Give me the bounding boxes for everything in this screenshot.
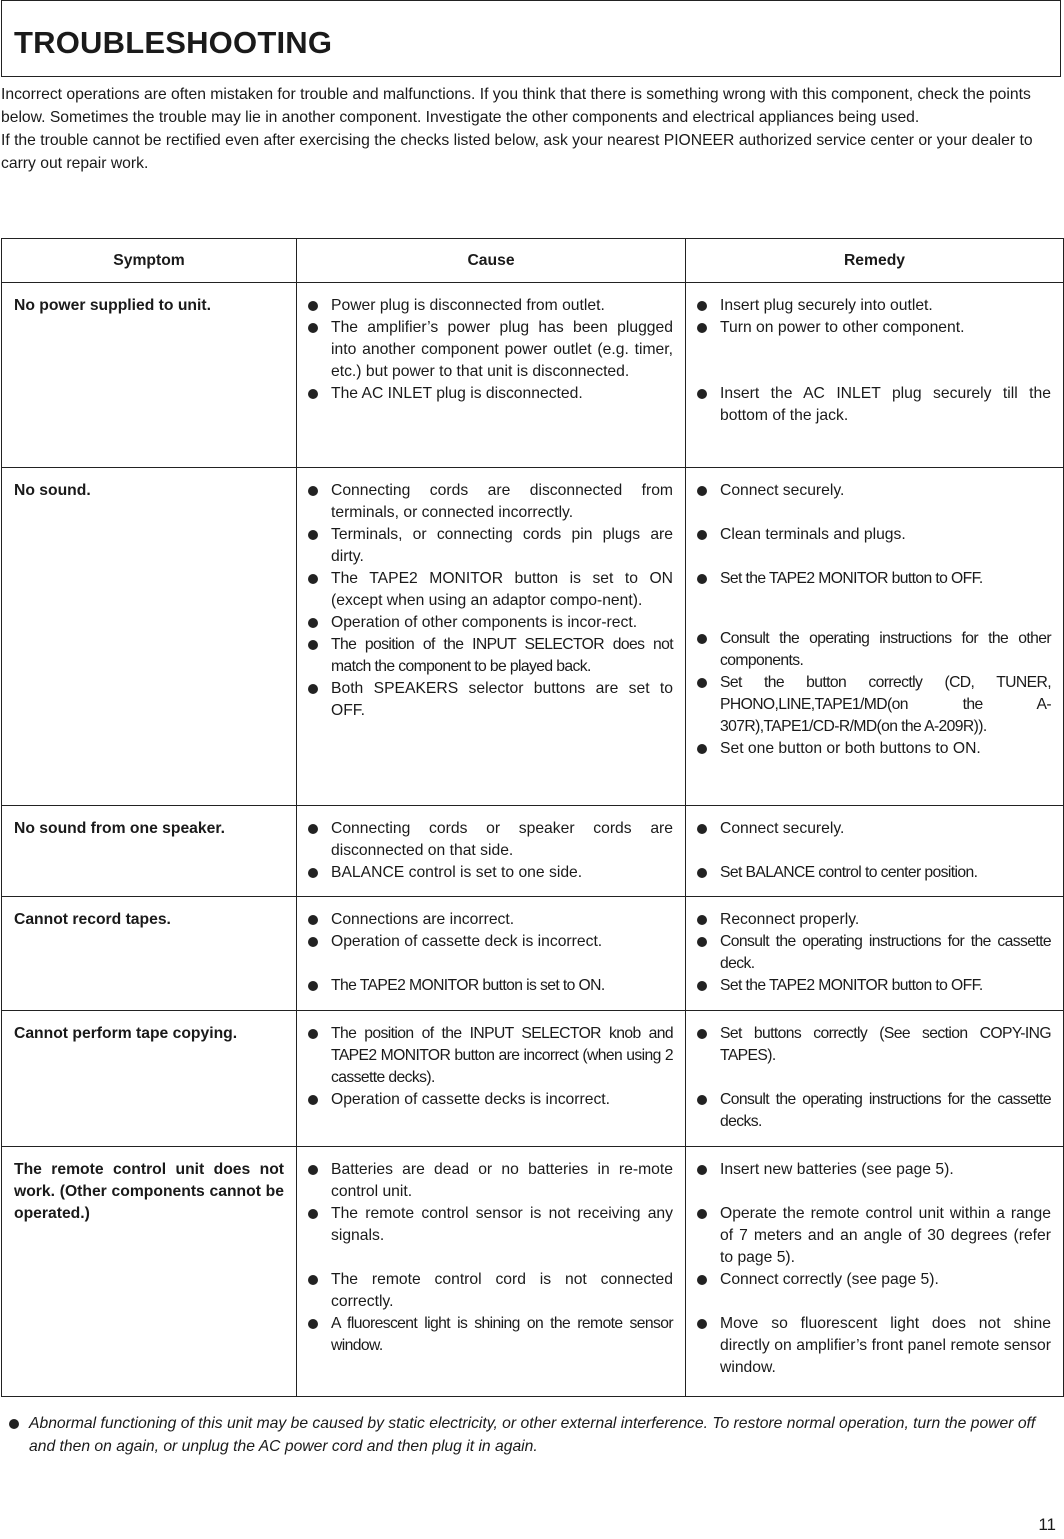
cause-cell	[297, 283, 686, 468]
cause-item: Operation of cassette deck is incorrect.	[305, 931, 673, 953]
remedy-cell	[686, 468, 1064, 806]
cause-item: Connecting cords or speaker cords are disconnected on that side.	[305, 818, 673, 862]
bullet-icon	[697, 530, 707, 540]
bullet-icon	[697, 574, 707, 584]
symptom-text: No sound.	[14, 482, 91, 499]
bullet-icon	[697, 1209, 707, 1219]
footnote	[6, 1412, 1064, 1458]
bullet-icon	[308, 1095, 318, 1105]
remedy-item: Insert plug securely into outlet.	[694, 295, 1051, 317]
bullet-icon	[697, 1275, 707, 1285]
remedy-item: Connect securely.	[694, 818, 1051, 840]
remedy-cell	[686, 283, 1064, 468]
remedy-item: Consult the operating instructions for the cassette decks.	[694, 1089, 1051, 1133]
bullet-icon	[697, 389, 707, 399]
bullet-icon	[308, 574, 318, 584]
cause-item: The TAPE2 MONITOR button is set to ON (except when using an adaptor compo-nent).	[305, 568, 673, 612]
bullet-icon	[308, 824, 318, 834]
bullet-icon	[308, 1209, 318, 1219]
remedy-item: Consult the operating instructions for the cassette deck.	[694, 931, 1051, 975]
cause-item: The remote control sensor is not receiving any signals.	[305, 1203, 673, 1247]
cause-item: Operation of cassette decks is incorrect.	[305, 1089, 673, 1111]
intro-paragraph-2: If the trouble cannot be rectified even after exercising the checks listed below, ask your nearest PIONEER authorized service center or your dealer to carry out repair work.	[1, 132, 1033, 172]
bullet-icon	[697, 1165, 707, 1175]
remedy-item: Consult the operating instructions for the other components.	[694, 628, 1051, 672]
cause-item: The AC INLET plug is disconnected.	[305, 383, 673, 405]
remedy-item: Insert new batteries (see page 5).	[694, 1159, 1051, 1181]
cause-item: A fluorescent light is shining on the remote sensor window.	[305, 1313, 673, 1357]
footnote-text: Abnormal functioning of this unit may be caused by static electricity, or other external interference. To restore normal operation, turn the power off and then on again, or unplug the AC power cord and then plug it in again.	[29, 1415, 1036, 1455]
bullet-icon	[308, 486, 318, 496]
bullet-icon	[308, 1165, 318, 1175]
bullet-icon	[308, 981, 318, 991]
cause-item: BALANCE control is set to one side.	[305, 862, 673, 884]
cause-item: Connecting cords are disconnected from terminals, or connected incorrectly.	[305, 480, 673, 524]
remedy-item: Reconnect properly.	[694, 909, 1051, 931]
symptom-text: No sound from one speaker.	[14, 820, 225, 837]
symptom-cell	[2, 1011, 297, 1147]
remedy-item: Set the button correctly (CD, TUNER, PHONO,LINE,TAPE1/MD(on the A-307R),TAPE1/CD-R/MD(on the A-209R)).	[694, 672, 1051, 738]
remedy-cell	[686, 1011, 1064, 1147]
intro	[1, 83, 1063, 175]
bullet-icon	[697, 981, 707, 991]
remedy-item: Set buttons correctly (See section COPY-ING TAPES).	[694, 1023, 1051, 1067]
remedy-item: Connect correctly (see page 5).	[694, 1269, 1051, 1291]
table-row	[2, 1011, 1064, 1147]
bullet-icon	[697, 1095, 707, 1105]
bullet-icon	[697, 868, 707, 878]
cause-item: Operation of other components is incor-rect.	[305, 612, 673, 634]
remedy-item: Clean terminals and plugs.	[694, 524, 1051, 546]
bullet-icon	[308, 301, 318, 311]
troubleshooting-table	[1, 238, 1064, 1397]
bullet-icon	[308, 1029, 318, 1039]
bullet-icon	[308, 323, 318, 333]
table-row	[2, 468, 1064, 806]
cause-header: Cause	[297, 239, 686, 283]
bullet-icon	[697, 323, 707, 333]
bullet-icon	[697, 301, 707, 311]
cause-item: Both SPEAKERS selector buttons are set to OFF.	[305, 678, 673, 722]
remedy-header: Remedy	[686, 239, 1064, 283]
remedy-cell	[686, 897, 1064, 1011]
bullet-icon	[308, 868, 318, 878]
remedy-cell	[686, 806, 1064, 897]
table-header-row	[2, 239, 1064, 283]
bullet-icon	[697, 486, 707, 496]
bullet-icon	[697, 1029, 707, 1039]
cause-cell	[297, 468, 686, 806]
symptom-cell	[2, 897, 297, 1011]
bullet-icon	[697, 937, 707, 947]
remedy-item: Insert the AC INLET plug securely till the bottom of the jack.	[694, 383, 1051, 427]
bullet-icon	[697, 1319, 707, 1329]
symptom-text: No power supplied to unit.	[14, 297, 211, 314]
intro-paragraph-1: Incorrect operations are often mistaken for trouble and malfunctions. If you think that there is something wrong with this component, check the points below. Sometimes the trouble may lie in another component. Investigate the other components and electrical appliances being used.	[1, 86, 1031, 126]
bullet-icon	[308, 937, 318, 947]
cause-item: Terminals, or connecting cords pin plugs are dirty.	[305, 524, 673, 568]
bullet-icon	[308, 618, 318, 628]
bullet-icon	[9, 1419, 19, 1429]
symptom-text: Cannot perform tape copying.	[14, 1025, 238, 1042]
bullet-icon	[697, 678, 707, 688]
bullet-icon	[697, 634, 707, 644]
cause-item: Power plug is disconnected from outlet.	[305, 295, 673, 317]
remedy-item: Operate the remote control unit within a range of 7 meters and an angle of 30 degrees (refer to page 5).	[694, 1203, 1051, 1269]
title-box	[1, 0, 1061, 77]
symptom-text: The remote control unit does not work. (Other components cannot be operated.)	[14, 1161, 284, 1222]
cause-item: The position of the INPUT SELECTOR knob and TAPE2 MONITOR button are incorrect (when using 2 cassette decks).	[305, 1023, 673, 1089]
bullet-icon	[697, 824, 707, 834]
page-number: 11	[1038, 1515, 1056, 1534]
cause-cell	[297, 897, 686, 1011]
bullet-icon	[308, 530, 318, 540]
cause-item: The remote control cord is not connected correctly.	[305, 1269, 673, 1313]
bullet-icon	[308, 1319, 318, 1329]
cause-cell	[297, 1011, 686, 1147]
remedy-item: Move so fluorescent light does not shine directly on amplifier’s front panel remote sensor window.	[694, 1313, 1051, 1379]
bullet-icon	[308, 915, 318, 925]
remedy-cell	[686, 1147, 1064, 1397]
bullet-icon	[697, 915, 707, 925]
symptom-cell	[2, 806, 297, 897]
cause-cell	[297, 1147, 686, 1397]
table-row	[2, 1147, 1064, 1397]
page-title: TROUBLESHOOTING	[14, 25, 333, 60]
symptom-cell	[2, 1147, 297, 1397]
bullet-icon	[308, 684, 318, 694]
cause-item: The TAPE2 MONITOR button is set to ON.	[305, 975, 673, 997]
bullet-icon	[308, 640, 318, 650]
bullet-icon	[308, 389, 318, 399]
bullet-icon	[697, 744, 707, 754]
remedy-item: Set the TAPE2 MONITOR button to OFF.	[694, 975, 1051, 997]
symptom-header: Symptom	[2, 239, 297, 283]
symptom-text: Cannot record tapes.	[14, 911, 171, 928]
remedy-item: Set one button or both buttons to ON.	[694, 738, 1051, 760]
symptom-cell	[2, 283, 297, 468]
cause-cell	[297, 806, 686, 897]
bullet-icon	[308, 1275, 318, 1285]
cause-item: The amplifier’s power plug has been plugged into another component power outlet (e.g. timer, etc.) but power to that unit is disconnected.	[305, 317, 673, 383]
cause-item: Connections are incorrect.	[305, 909, 673, 931]
symptom-cell	[2, 468, 297, 806]
table-row	[2, 897, 1064, 1011]
remedy-item: Set the TAPE2 MONITOR button to OFF.	[694, 568, 1051, 590]
remedy-item: Turn on power to other component.	[694, 317, 1051, 339]
remedy-item: Connect securely.	[694, 480, 1051, 502]
cause-item: The position of the INPUT SELECTOR does not match the component to be played back.	[305, 634, 673, 678]
cause-item: Batteries are dead or no batteries in re-mote control unit.	[305, 1159, 673, 1203]
remedy-item: Set BALANCE control to center position.	[694, 862, 1051, 884]
table-row	[2, 283, 1064, 468]
table-row	[2, 806, 1064, 897]
